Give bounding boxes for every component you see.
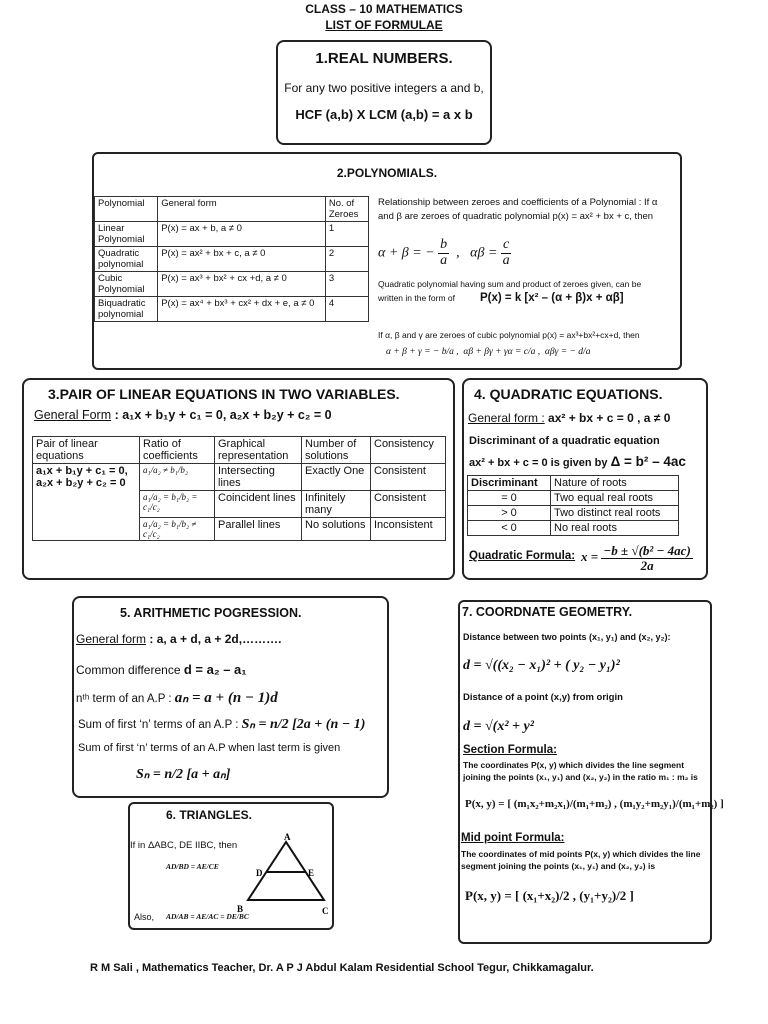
poly-cell: 1: [325, 222, 368, 247]
solutions-cell: No solutions: [302, 518, 371, 541]
hcf-lcm-formula: HCF (a,b) X LCM (a,b) = a x b: [295, 107, 473, 122]
real-numbers-box: [276, 40, 492, 145]
table-row: [468, 521, 679, 536]
linear-gf-equations: : a₁x + b₁y + c₁ = 0, a₂x + b₂y + c₂ = 0: [111, 408, 332, 422]
linear-gf-label: General Form: [34, 408, 112, 422]
zeroes-relationship-text: Relationship between zeroes and coefficients of a Polynomial : If α and β are zeroes of quadratic polynomial p(x) = ax² + bx + c, then: [378, 197, 658, 223]
qf-lhs: x =: [581, 549, 599, 565]
graph-cell: Coincident lines: [215, 491, 302, 518]
nature-cell: Two equal real roots: [551, 491, 679, 506]
linear-pair-cell: [33, 464, 140, 541]
ap-sum-last-text: Sum of first ‘n’ terms of an A.P when last term is given: [78, 742, 341, 754]
mid-point-text: The coordinates of mid points P(x, y) which divides the line segment joining the points (x₁, y₁) and (x₂, y₂) is: [461, 849, 701, 872]
ap-sum-last-formula: Sₙ = n/2 [a + aₙ]: [136, 767, 231, 782]
ap-gf-sequence: : a, a + d, a + 2d,……….: [146, 632, 282, 646]
quadratic-general-form: [468, 411, 670, 425]
triangle-diagram: [234, 832, 334, 920]
quadratic-equations-box: [462, 378, 708, 580]
ap-title: 5. ARITHMETIC POGRESSION.: [120, 606, 302, 620]
table-row: [468, 506, 679, 521]
graph-cell: Parallel lines: [215, 518, 302, 541]
nature-cell: No real roots: [551, 521, 679, 536]
zeroes-sum-label: α + β = −: [378, 245, 435, 261]
coordinate-geometry-box: [458, 600, 724, 944]
sum-text: Sum of first ‘n’ terms of an A.P :: [78, 719, 239, 731]
ratio-cell: a₁/a₂ ≠ b₁/b₂: [140, 464, 215, 491]
discriminant-text2: ax² + bx + c = 0 is given by: [469, 457, 608, 469]
linear-equations-title: 3.PAIR OF LINEAR EQUATIONS IN TWO VARIABLES.: [48, 386, 400, 402]
coordinate-title: 7. COORDNATE GEOMETRY.: [462, 605, 633, 619]
quadratic-title: 4. QUADRATIC EQUATIONS.: [474, 386, 663, 402]
arithmetic-progression-box: [72, 596, 389, 798]
cubic-zeroes-formulas: α + β + γ = − b/a , αβ + βγ + γα = c/a , αβγ = − d/a: [386, 347, 591, 357]
origin-distance-text: Distance of a point (x,y) from origin: [463, 692, 623, 703]
linear-header-solutions: Number of solutions: [302, 437, 371, 464]
disc-header: Discriminant: [468, 476, 551, 491]
real-numbers-title: 1.REAL NUMBERS.: [315, 50, 453, 67]
section-formula: P(x, y) = [ (m₁x₂+m₂x₁)/(m₁+m₂) , (m₁y₂+m₂y₁)/(m₁+m₂) ]: [465, 798, 724, 810]
ap-gf-label: General form: [76, 632, 147, 646]
linear-equations-box: [22, 378, 455, 580]
origin-distance-formula: d = √(x² + y²: [463, 719, 534, 734]
zeroes-sum-product: α + β = − $\frac{b}{a}$ , αβ = $\frac{c}{a}$: [378, 237, 510, 268]
bpt-ratio-2: AD/AB = AE/AC = DE/BC: [166, 912, 249, 921]
mid-point-label: Mid point Formula:: [461, 832, 565, 844]
disc-cell: > 0: [468, 506, 551, 521]
qf-fraction: [601, 544, 692, 572]
cd-formula: d = a₂ – a₁: [183, 662, 247, 677]
poly-header-type: Polynomial: [95, 197, 158, 222]
vertex-b-label: B: [237, 904, 244, 914]
c-over-a-fraction: $\frac{c}{a}$: [502, 237, 510, 268]
consistency-cell: Consistent: [371, 464, 446, 491]
discriminant-formula: Δ = b² – 4ac: [610, 454, 686, 469]
triangles-title: 6. TRIANGLES.: [166, 808, 253, 822]
sum-formula: Sₙ = n/2 [2a + (n − 1): [241, 717, 366, 732]
graph-cell: Intersecting lines: [215, 464, 302, 491]
consistency-cell: Consistent: [371, 491, 446, 518]
distance-formula: d = √((x₂ − x₁)² + ( y₂ − y₁)²: [463, 658, 620, 673]
table-row: [95, 222, 369, 247]
quad-gf-label: General form :: [468, 411, 545, 425]
footer-author: R M Sali , Mathematics Teacher, Dr. A P J Abdul Kalam Residential School Tegur, Chikkamagalur.: [90, 962, 594, 974]
discriminant-text: Discriminant of a quadratic equation: [469, 435, 660, 447]
vertex-c-label: C: [322, 906, 329, 916]
linear-header-pair: Pair of linear equations: [33, 437, 140, 464]
table-row: [95, 297, 369, 322]
linear-eq2: a₂x + b₂y + c₂ = 0: [36, 477, 126, 489]
solutions-cell: Infinitely many: [302, 491, 371, 518]
cubic-pair-sum: αβ + βγ + γα = c/a: [463, 347, 536, 357]
poly-cell: P(x) = ax⁴ + bx³ + cx² + dx + e, a ≠ 0: [158, 297, 326, 322]
quadratic-zeroes-form: P(x) = k [x² – (α + β)x + αβ]: [480, 292, 624, 304]
quadratic-form-text: Quadratic polynomial having sum and product of zeroes given, can be written in the form of: [378, 279, 642, 303]
ap-common-difference: [76, 662, 247, 677]
poly-cell: 3: [325, 272, 368, 297]
table-row: [95, 272, 369, 297]
triangles-text: If in ΔABC, DE IIBC, then: [130, 840, 238, 851]
mid-point-formula: P(x, y) = [ (x₁+x₂)/2 , (y₁+y₂)/2 ]: [465, 888, 634, 903]
page-subtitle: LIST OF FORMULAE: [325, 18, 443, 32]
qf-numerator: −b ± √(b² − 4ac): [603, 543, 691, 558]
poly-header-zeroes: No. of Zeroes: [325, 197, 368, 222]
ap-general-form: [76, 632, 281, 646]
solutions-cell: Exactly One: [302, 464, 371, 491]
section-formula-text: The coordinates P(x, y) which divides the line segment joining the points (x₁, y₁) and (x₂, y₂) in the ratio m₁ : m₂ is: [463, 760, 698, 783]
distance-text: Distance between two points (x₁, y₁) and (x₂, y₂):: [463, 632, 671, 642]
discriminant-line: [469, 454, 686, 469]
zeroes-product-label: αβ =: [470, 245, 498, 261]
ap-sum: [78, 716, 365, 733]
poly-cell: P(x) = ax² + bx + c, a ≠ 0: [158, 247, 326, 272]
also-text: Also,: [134, 912, 155, 922]
disc-cell: < 0: [468, 521, 551, 536]
b-over-a-fraction: $\frac{b}{a}$: [440, 237, 448, 268]
quad-gf-equation: ax² + bx + c = 0 , a ≠ 0: [544, 411, 671, 425]
cubic-sum: α + β + γ = − b/a: [386, 347, 454, 357]
vertex-e-label: E: [308, 868, 315, 878]
poly-cell: 4: [325, 297, 368, 322]
vertex-d-label: D: [256, 868, 263, 878]
section-formula-label: Section Formula:: [463, 744, 557, 756]
ap-nth-term: [76, 688, 278, 707]
poly-cell: P(x) = ax + b, a ≠ 0: [158, 222, 326, 247]
poly-cell: Biquadratic polynomial: [95, 297, 158, 322]
poly-cell: P(x) = ax³ + bx² + cx +d, a ≠ 0: [158, 272, 326, 297]
poly-header-form: General form: [158, 197, 326, 222]
polynomials-box: [92, 152, 682, 370]
bpt-ratio-1: AD/BD = AE/CE: [166, 862, 219, 871]
consistency-cell: Inconsistent: [371, 518, 446, 541]
linear-eq1: a₁x + b₁y + c₁ = 0,: [36, 465, 128, 477]
page-class-title: CLASS – 10 MATHEMATICS: [305, 2, 463, 16]
nature-header: Nature of roots: [551, 476, 679, 491]
real-numbers-text: For any two positive integers a and b,: [284, 81, 484, 95]
vertex-a-label: A: [284, 832, 291, 842]
poly-cell: Linear Polynomial: [95, 222, 158, 247]
nth-formula: aₙ = a + (n − 1)d: [174, 690, 278, 706]
qf-denominator: 2a: [640, 557, 654, 573]
linear-consistency-table: [32, 436, 446, 541]
polynomials-title: 2.POLYNOMIALS.: [336, 166, 438, 180]
ratio-cell: a₁/a₂ = b₁/b₂ = c₁/c₂: [140, 491, 215, 518]
cubic-zeroes-text: If α, β and γ are zeroes of cubic polynomial p(x) = ax³+bx²+cx+d, then: [378, 330, 640, 340]
poly-cell: 2: [325, 247, 368, 272]
quadratic-formula-label: Quadratic Formula:: [469, 550, 576, 562]
polynomial-table: [94, 196, 369, 322]
poly-cell: Cubic Polynomial: [95, 272, 158, 297]
nth-text: nᵗʰ term of an A.P :: [76, 693, 172, 705]
linear-general-form: [34, 408, 332, 422]
table-row: [95, 247, 369, 272]
discriminant-table: [467, 475, 679, 536]
linear-header-consistency: Consistency: [371, 437, 446, 464]
nature-cell: Two distinct real roots: [551, 506, 679, 521]
triangles-box: [128, 802, 334, 930]
linear-header-ratio: Ratio of coefficients: [140, 437, 215, 464]
ratio-cell: a₁/a₂ = b₁/b₂ ≠ c₁/c₂: [140, 518, 215, 541]
linear-header-graph: Graphical representation: [215, 437, 302, 464]
table-row: [468, 491, 679, 506]
quadratic-formula: [581, 544, 693, 572]
poly-cell: Quadratic polynomial: [95, 247, 158, 272]
cubic-product: αβγ = − d/a: [544, 347, 591, 357]
table-row: [33, 464, 446, 491]
cd-text: Common difference: [76, 663, 181, 677]
disc-cell: = 0: [468, 491, 551, 506]
